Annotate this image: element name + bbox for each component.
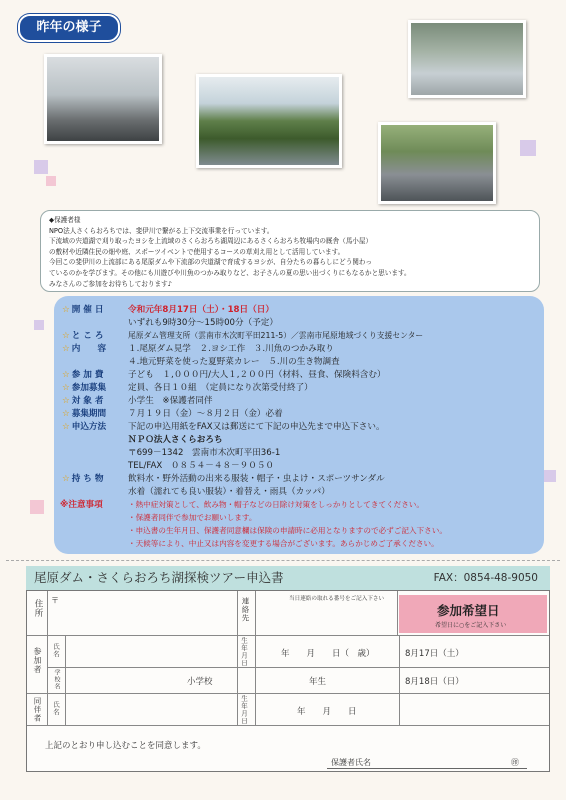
school-label: 学校名 [53, 669, 60, 690]
address-label: 住所 [33, 599, 43, 618]
caution-line: ・熱中症対策として、飲み物・帽子などの日除け対策をしっかりとしてきてください。 [128, 500, 424, 509]
day1-option[interactable]: 8月17日（土） [405, 649, 464, 659]
date-value: 令和元年8月17日（土）・18日（日） [128, 305, 274, 315]
caution-line: ・天候等により、中止又は内容を変更する場合がございます。あらかじめご了承ください。 [128, 539, 439, 548]
recruit-value: 定員、各日１０組 （定員になり次第受付終了） [128, 383, 313, 393]
participant-name-input[interactable] [69, 639, 233, 665]
caution-line: ・申込書の生年月日、保護者同意欄は保険の申請時に必用となりますので必ずご記入下さい。 [128, 526, 447, 535]
wish-note: 希望日に○をご記入下さい [435, 622, 507, 629]
grade-value: 年生 [309, 677, 327, 687]
name-label: 氏名 [52, 701, 60, 716]
guardian-signature-input[interactable] [387, 751, 507, 767]
target-label: ☆ 対 象 者 [62, 396, 104, 406]
guardian-note [40, 210, 540, 292]
photo-dam [196, 74, 342, 168]
contact-input[interactable] [259, 605, 393, 631]
fee-value: 子ども １,０００円/大人１,２００円（材料、昼食、保険料含む） [128, 370, 386, 380]
star-icon: ☆ [62, 331, 70, 341]
note-line: 今回この斐伊川の上流部にある尾原ダムや下流部の宍道湖で育成するヨシが、自分たちの暮らしにどう関わっ [49, 258, 373, 267]
consent-text: 上記のとおり申し込むことを同意します。 [45, 741, 206, 751]
event-info [0, 300, 566, 556]
birth-label: 生年月日 [240, 637, 248, 667]
bring-label: ☆ 持 ち 物 [62, 474, 104, 484]
companion-name-input[interactable] [69, 697, 233, 723]
apply-addr: 〒699－1342 雲南市木次町平田36-1 [128, 448, 281, 458]
note-line: ているのかを学びます。その他にも川遊びや川魚のつかみ取りなど、お子さんの夏の思い出づくりにもなるかと思います。 [49, 268, 411, 277]
content-label: ☆ 内 容 [62, 344, 107, 354]
bring-line2: 水着（濡れても良い服装）・着替え・雨具（カッパ） [128, 487, 330, 497]
note-line: みなさんのご参加をお待ちしております♪ [49, 279, 172, 288]
target-value: 小学生 ※保護者同伴 [128, 396, 213, 406]
name-label: 氏名 [52, 643, 60, 658]
school-value: 小学校 [187, 677, 213, 687]
form-title: 尾原ダム・さくらおろち湖探検ツアー申込書 [34, 570, 284, 585]
caution-line: ・保護者同伴で参加でお願いします。 [128, 513, 257, 522]
place-label: ☆ と こ ろ [62, 331, 104, 341]
recruit-label: ☆ 参加募集 [62, 383, 107, 393]
form-title-band [26, 566, 550, 590]
bring-line1: 飲料水・野外活動の出来る服装・帽子・虫よけ・スポーツサンダル [128, 474, 385, 484]
content-line1: １.尾原ダム見学 ２.ヨシ工作 ３.川魚のつかみ取り [128, 344, 334, 354]
birth-label: 生年月日 [240, 695, 248, 725]
wish-day-header [399, 595, 547, 633]
note-heading: ◆保護者様 [49, 216, 81, 224]
apply-org: ＮＰＯ法人さくらおろち [128, 435, 223, 445]
address-input[interactable] [63, 605, 231, 629]
contact-note: 当日連絡の取れる番号をご記入下さい [289, 596, 385, 602]
cut-line [6, 560, 560, 561]
time-value: いずれも9時30分～15時00分（予定） [128, 318, 278, 328]
note-line: の敷材や近隣住民の畑や庭、スポーツイベントで使用するコースの草刈え用として活用しています。 [49, 247, 345, 256]
application-form [26, 590, 550, 772]
date-label: ☆ 開 催 日 [62, 305, 104, 315]
photo-classroom [44, 54, 162, 144]
section-title: 昨年の様子 [18, 14, 120, 42]
decor-square [520, 140, 536, 156]
star-icon: ☆ [62, 370, 70, 380]
participant-label: 参加者 [33, 647, 42, 674]
place-value: 尾原ダム管理支所（雲南市木次町平田211-5）／雲南市尾原地域づくり支援センター [128, 331, 424, 340]
apply-tel: TEL/FAX ０８５４－４８－９０５０ [128, 461, 275, 471]
decor-square [46, 176, 56, 186]
seal-mark: ㊞ [511, 758, 519, 767]
photo-river-kids [408, 20, 526, 98]
apply-line1: 下記の申込用紙をFAX又は郵送にて下記の申込先まで申込下さい。 [128, 422, 385, 432]
content-line2: ４.地元野菜を使った夏野菜カレー ５.川の生き物調査 [128, 357, 340, 367]
caution-label: ※注意事項 [60, 500, 103, 510]
birth-value: 年 月 日（ 歳） [281, 649, 375, 659]
star-icon: ☆ [62, 305, 70, 315]
star-icon: ☆ [62, 344, 70, 354]
photo-outdoor-group [378, 122, 496, 204]
period-value: ７月１９日（金）～８月２日（金）必着 [128, 409, 283, 419]
postal-mark: 〒 [51, 596, 59, 605]
star-icon: ☆ [62, 396, 70, 406]
form-fax: FAX：0854-48-9050 [433, 572, 538, 584]
companion-birth-value: 年 月 日 [297, 707, 357, 717]
star-icon: ☆ [62, 474, 70, 484]
day2-option[interactable]: 8月18日（日） [405, 677, 464, 687]
guardian-label: 保護者氏名 [331, 758, 371, 767]
period-label: ☆ 募集期間 [62, 409, 107, 419]
note-line: 下流域の宍道湖で刈り取ったヨシを上流域のさくらおろち湖周辺にあるさくらおろち牧場内の厩舎（馬小屋） [49, 237, 373, 246]
companion-label: 同伴者 [33, 697, 42, 723]
wish-title: 参加希望日 [437, 603, 500, 618]
note-line: NPO法人さくらおろちでは、斐伊川で繋がる上下交流事業を行っています。 [49, 226, 274, 235]
apply-label: ☆ 申込方法 [62, 422, 107, 432]
decor-square [34, 160, 48, 174]
contact-label: 連絡先 [241, 597, 250, 623]
fee-label: ☆ 参 加 費 [62, 370, 104, 380]
star-icon: ☆ [62, 383, 70, 393]
star-icon: ☆ [62, 409, 70, 419]
star-icon: ☆ [62, 422, 70, 432]
